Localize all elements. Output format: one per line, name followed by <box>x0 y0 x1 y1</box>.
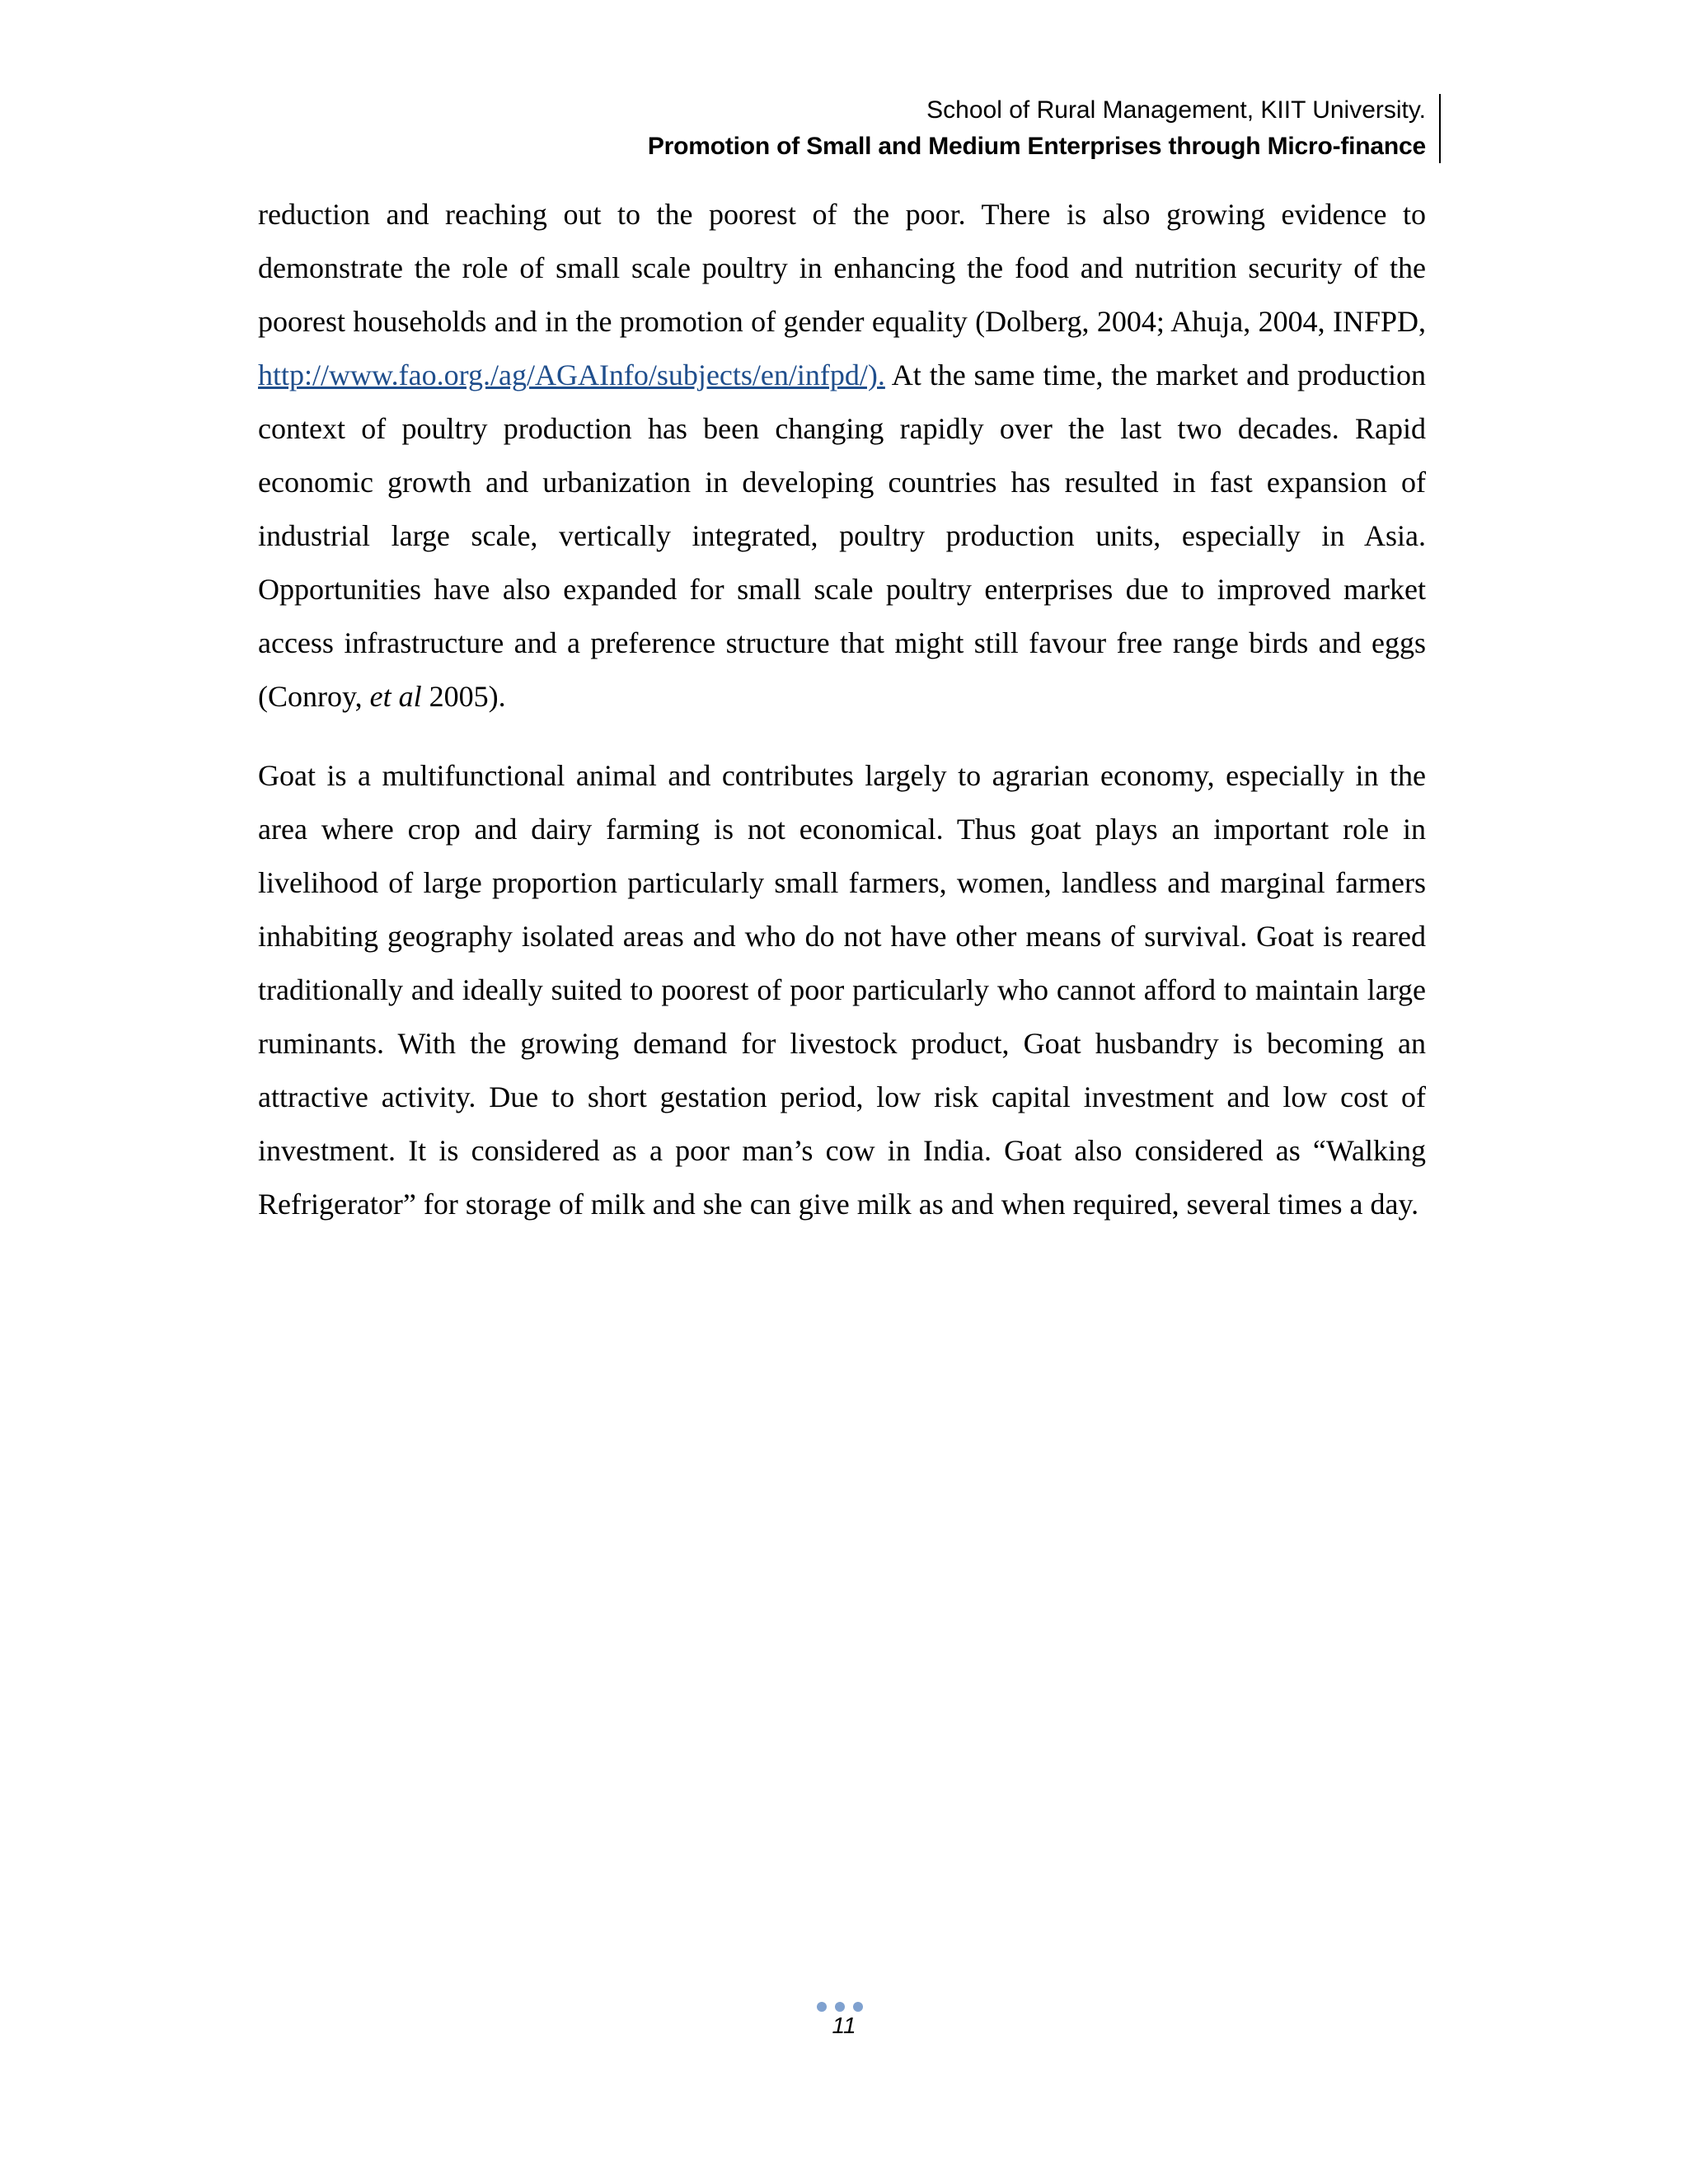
paragraph-poultry-end: 2005). <box>421 680 506 713</box>
paragraph-goat: Goat is a multifunctional animal and contributes largely to agrarian economy, especially in the area where crop and dairy farming is not economical. Thus goat plays an important role in livelihood of large proportion particularly small farmers, women, landless and marginal farmers inhabiting geography isolated areas and who do not have other means of survival. Goat is reared traditionally and ideally suited to poorest of poor particularly who cannot afford to maintain large ruminants. With the growing demand for livestock product, Goat husbandry is becoming an attractive activity. Due to short gestation period, low risk capital investment and low cost of investment. It is considered as a poor man’s cow in India. Goat also considered as “Walking Refrigerator” for storage of milk and she can give milk as and when required, several times a day. <box>258 759 1426 1221</box>
header-title: Promotion of Small and Medium Enterprises through Micro-finance <box>647 133 1426 160</box>
paragraph-poultry-part2: At the same time, the market and production context of poultry production has been changing rapidly over the last two decades. Rapid economic growth and urbanization in developing countries has resulted in fast expansion of industrial large scale, vertically integrated, poultry production units, especially in Asia. Opportunities have also expanded for small scale poultry enterprises due to improved market access infrastructure and a preference structure that might still favour free range birds and eggs (Conroy, <box>258 359 1426 713</box>
paragraph-poultry-part1: reduction and reaching out to the poorest of the poor. There is also growing evidence to demonstrate the role of small scale poultry in enhancing the food and nutrition security of the poorest households and in the promotion of gender equality (Dolberg, 2004; Ahuja, 2004, INFPD, <box>258 198 1426 338</box>
running-header <box>495 92 1426 165</box>
header-institution: School of Rural Management, KIIT University. <box>926 96 1426 124</box>
header-vertical-rule <box>1439 94 1441 163</box>
body-text <box>258 188 1426 1231</box>
page-number: 11 <box>832 2013 856 2038</box>
citation-et-al: et al <box>369 680 422 713</box>
paragraph-poultry <box>258 188 1426 724</box>
fao-infpd-link[interactable]: http://www.fao.org./ag/AGAInfo/subjects/en/infpd/). <box>258 359 885 391</box>
